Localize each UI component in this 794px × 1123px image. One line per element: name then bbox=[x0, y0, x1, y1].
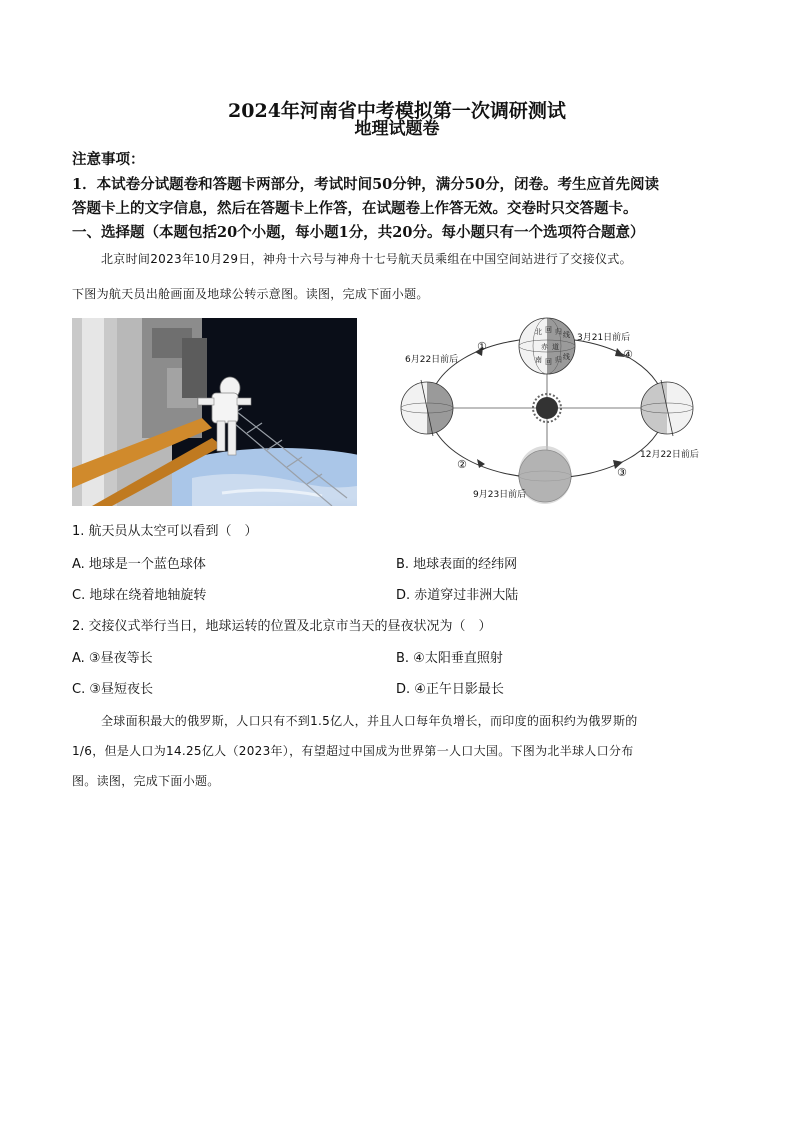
svg-text:回: 回 bbox=[545, 358, 552, 366]
notes-heading: 注意事项： bbox=[72, 151, 145, 168]
notes-line-2: 答题卡上的文字信息，然后在答题卡上作答，在试题卷上作答无效。交卷时只交答题卡。 bbox=[72, 200, 638, 217]
label-jun22: 6月22日前后 bbox=[405, 355, 459, 365]
passage1-line-1: 北京时间2023年10月29日，神舟十六号与神舟十七号航天员乘组在中国空间站进行了交接仪式。 bbox=[101, 252, 632, 266]
svg-text:线: 线 bbox=[563, 331, 570, 339]
globe-left-icon bbox=[401, 380, 453, 436]
label-n3: ③ bbox=[617, 466, 627, 479]
svg-text:归: 归 bbox=[555, 356, 562, 364]
passage2-line-1: 全球面积最大的俄罗斯，人口只有不到1.5亿人，并且人口每年负增长，而印度的面积约为俄罗斯的 bbox=[101, 714, 638, 728]
label-mar21: 3月21日前后 bbox=[577, 333, 631, 343]
q2-option-b[interactable]: B. ④太阳垂直照射 bbox=[396, 651, 503, 666]
q1-option-d[interactable]: D. 赤道穿过非洲大陆 bbox=[396, 588, 519, 603]
svg-text:归: 归 bbox=[555, 328, 562, 336]
passage2-line-2: 1/6，但是人口为14.25亿人（2023年），有望超过中国成为世界第一人口大国。下图为北半球人口分布 bbox=[72, 744, 634, 758]
q1-option-b[interactable]: B. 地球表面的经纬网 bbox=[396, 557, 518, 572]
q2-stem: 2. 交接仪式举行当日，地球运转的位置及北京市当天的昼夜状况为（ ） bbox=[72, 619, 492, 634]
label-n2: ② bbox=[457, 458, 467, 471]
svg-text:回: 回 bbox=[545, 326, 552, 334]
label-n4: ④ bbox=[623, 348, 633, 361]
astronaut-photo bbox=[72, 318, 357, 506]
q2-option-d[interactable]: D. ④正午日影最长 bbox=[396, 682, 504, 697]
svg-text:道: 道 bbox=[552, 343, 559, 351]
svg-text:线: 线 bbox=[563, 353, 570, 361]
globe-top-icon bbox=[519, 318, 575, 374]
svg-text:北: 北 bbox=[535, 328, 542, 336]
page-title: 2024年河南省中考模拟第一次调研测试 bbox=[228, 100, 566, 122]
label-dec22: 12月22日前后 bbox=[640, 450, 699, 460]
passage2-line-3: 图。读图，完成下面小题。 bbox=[72, 774, 220, 788]
page-subtitle: 地理试题卷 bbox=[354, 119, 440, 139]
q1-stem: 1. 航天员从太空可以看到（ ） bbox=[72, 524, 258, 539]
label-sep23: 9月23日前后 bbox=[473, 490, 527, 500]
svg-text:赤: 赤 bbox=[541, 343, 548, 351]
svg-text:南: 南 bbox=[535, 356, 542, 364]
notes-line-1: 1．本试卷分试题卷和答题卡两部分，考试时间50分钟，满分50分，闭卷。考生应首先阅读 bbox=[72, 176, 659, 193]
q1-option-c[interactable]: C. 地球在绕着地轴旋转 bbox=[72, 588, 207, 603]
q2-option-a[interactable]: A. ③昼夜等长 bbox=[72, 651, 153, 666]
globe-bottom-icon bbox=[519, 446, 571, 504]
passage1-line-2: 下图为航天员出舱画面及地球公转示意图。读图，完成下面小题。 bbox=[72, 287, 429, 301]
earth-revolution-diagram bbox=[395, 312, 705, 508]
globe-right-icon bbox=[641, 380, 693, 436]
section-heading: 一、选择题（本题包括20个小题，每小题1分，共20分。每小题只有一个选项符合题意） bbox=[72, 224, 645, 241]
label-n1: ① bbox=[477, 340, 487, 353]
q2-option-c[interactable]: C. ③昼短夜长 bbox=[72, 682, 153, 697]
sun-icon bbox=[533, 394, 561, 422]
q1-option-a[interactable]: A. 地球是一个蓝色球体 bbox=[72, 557, 206, 572]
